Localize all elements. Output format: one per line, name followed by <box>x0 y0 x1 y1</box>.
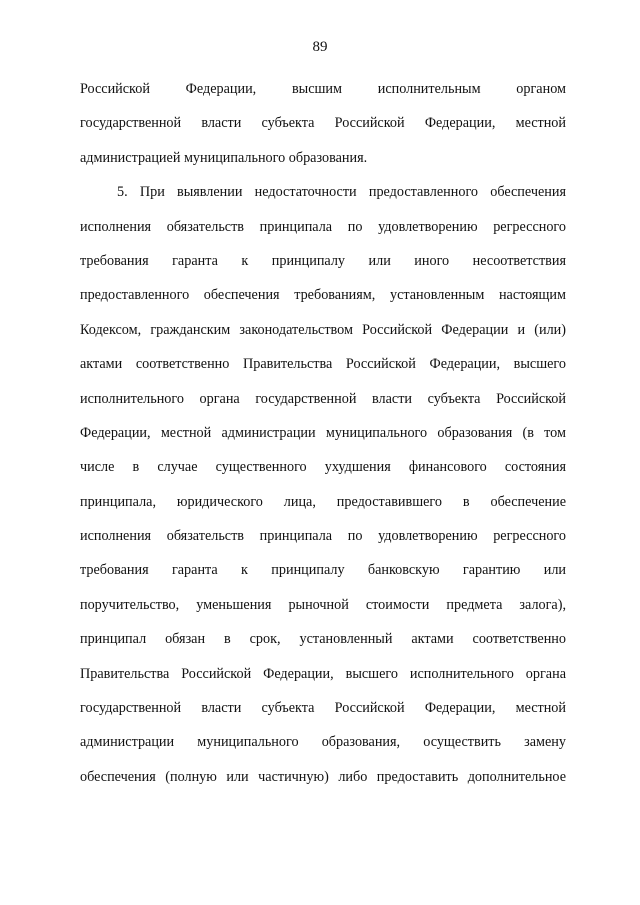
text-line: требования гаранта к принципалу банковскую гарантию или <box>80 562 566 579</box>
text-line: исполнения обязательств принципала по удовлетворению регрессного <box>80 528 566 545</box>
text-line: предоставленного обеспечения требованиям, установленным настоящим <box>80 287 566 304</box>
paragraph-continuation <box>80 72 566 175</box>
text-line: требования гаранта к принципалу или иного несоответствия <box>80 252 566 269</box>
text-line: поручительство, уменьшения рыночной стоимости предмета залога), <box>80 596 566 613</box>
text-line: Федерации, местной администрации муниципального образования (в том <box>80 424 566 441</box>
text-line: администрации муниципального образования, осуществить замену <box>80 734 566 751</box>
text-line: Кодексом, гражданским законодательством Российской Федерации и (или) <box>80 321 566 338</box>
text-line: Правительства Российской Федерации, высшего исполнительного органа <box>80 665 566 682</box>
document-body <box>80 72 566 794</box>
text-line: государственной власти субъекта Российской Федерации, местной <box>80 700 566 717</box>
page-number: 89 <box>312 39 328 55</box>
text-line: государственной власти субъекта Российской Федерации, местной <box>80 115 566 132</box>
text-line: числе в случае существенного ухудшения финансового состояния <box>80 459 566 476</box>
text-line: исполнительного органа государственной власти субъекта Российской <box>80 390 566 407</box>
text-line: 5. При выявлении недостаточности предоставленного обеспечения <box>117 184 566 201</box>
text-line: исполнения обязательств принципала по удовлетворению регрессного <box>80 218 566 235</box>
text-line: принципала, юридического лица, предоставившего в обеспечение <box>80 493 566 510</box>
text-line: обеспечения (полную или частичную) либо предоставить дополнительное <box>80 768 566 785</box>
text-line: администрацией муниципального образования. <box>80 149 368 166</box>
text-line: актами соответственно Правительства Российской Федерации, высшего <box>80 356 566 373</box>
paragraph-item-5 <box>80 175 566 794</box>
text-line: принципал обязан в срок, установленный актами соответственно <box>80 631 566 648</box>
text-line: Российской Федерации, высшим исполнительным органом <box>80 81 566 97</box>
